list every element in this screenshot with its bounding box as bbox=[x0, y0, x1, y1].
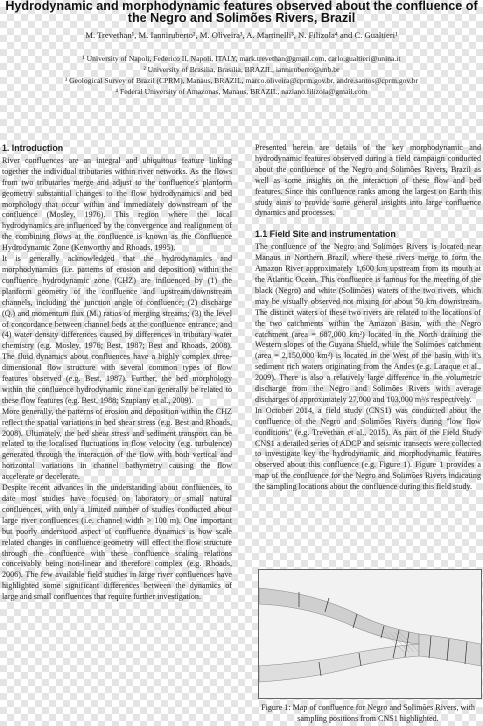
affiliation-2: ² University of Brasilia, Brasilia, BRAZIL, ianniruberto@unb.br bbox=[143, 65, 340, 74]
field-site-paragraph-1: The confluence of the Negro and Solimões Rivers is located near Manaus in Northern Brazil, where these rivers merge to form the Amazon River approximately 1,600 km upstream from its mouth at the Atlantic Ocean. This confluence is famous for the meeting of the black (Negro) and white (Solimões) waters of the two rivers, which may be visually observed not mixing for about 50 km downstream. The distinct waters of these two rivers are related to the locations of the two catchments within the Amazon Basin, with the Negro catchment (area = 687,000 km²) located in the North draining the Western slopes of the Guyana Shield, while the Solimões catchment (area = 2,150,000 km²) is located in the West of the basin with it's sediment rich waters originating from the Andes (e.g. Laraque et al., 2009). There is also a relatively large difference in the volumetric discharge from the Negro and Solimões Rivers with average discharges of approximately 27,000 and 103,000 m³/s respectively. bbox=[255, 242, 481, 404]
field-site-paragraph-2: In October 2014, a field study (CNS1) was conducted about the confluence of the Negro and Solimões Rivers during "low flow conditions" (e.g. Trevethan et al., 2015). As part of the Field Study CNS1 a detailed series of ADCP and seismic transects were collected to investigate key the hydrodynamic and morphodynamic features observed about this confluence (e.g. Figure 1). Figure 1 provides a map of the confluence for the Negro and Solimões Rivers indicating the sampling locations about the confluence during this field study. bbox=[255, 405, 481, 492]
figure-caption: Figure 1: Map of confluence for Negro and Solimões Rivers, with sampling positions from CNS1 highlighted. bbox=[261, 703, 475, 723]
left-column bbox=[2, 143, 232, 603]
confluence-map-figure bbox=[258, 569, 482, 699]
right-intro-paragraph: Presented herein are details of the key morphodynamic and hydrodynamic features observed during a field campaign conducted about the confluence of the Negro and Solimões Rivers, Brazil as well as some insights on the interaction of these flow and bed features. Since this confluence ranks among the largest on Earth this study aims to provide some general insights into large confluence dynamics and processes. bbox=[255, 143, 481, 218]
introduction-heading: 1. Introduction bbox=[2, 143, 64, 153]
right-column bbox=[255, 143, 481, 493]
affiliation-4: ⁴ Federal University of Amazonas, Manaus, BRAZIL, naziano.filizola@gmail.com bbox=[115, 87, 368, 96]
title-line-2: the Negro and Solimões Rivers, Brazil bbox=[127, 11, 356, 25]
paper-title bbox=[4, 0, 479, 24]
confluence-map bbox=[259, 570, 481, 698]
intro-paragraph-3: More generally, the patterns of erosion and deposition within the CHZ reflect the spatial variations in bed shear stress (e.g. Best and Rhoads, 2008). Ultimately, the bed shear stress and sediment transport can be related to the localised fluctuations in flow velocity (e.g. turbulence) generated through the interaction of the flow with both vertical and horizontal variations in channel bathymetry causing the flow accelerate or decelerate. bbox=[2, 406, 232, 482]
author-list: M. Trevethan¹, M. Ianniruberto², M. Oliveira³, A. Martinelli³, N. Filizola⁴ and C. Gualtieri¹ bbox=[85, 30, 398, 40]
intro-paragraph-1: River confluences are an integral and ubiquitous feature linking together the individual tributaries within river networks. As the flows from two tributaries merge and adjust to the confluence's planform geometry substantial changes to the flow hydrodynamics and bed morphology that occur within and immediately downstream of the confluence (Mosley, 1976). This region where the local hydrodynamics are influenced by the convergence and realignment of the combining flows at the confluence is known as the Confluence Hydrodynamic Zone (Kenworthy and Rhoads, 1995). bbox=[2, 155, 232, 253]
intro-paragraph-2: It is generally acknowledged that the hydrodynamics and morphodynamics (i.e. patterns of erosion and deposition) within the confluence hydrodynamic zone (CHZ) are influenced by (1) the planform geometry of the confluence and upstream/downstream channels, including the junction angle of confluence; (2) discharge (Qᵣ) and momentum flux (Mᵣ) ratios of merging streams; (3) the level of concordance between channel beds at the confluence entrance; and (4) water density differences caused by differences in tributary water chemistry (e.g. Mosley, 1976; Best, 1987; Best and Rhoads, 2008). The fluid dynamics about confluences have a highly complex three-dimensional flow structure with several common types of flow features observed (e.g. Best, 1987). Further, the bed morphology within the confluence hydrodynamic zone can generally be related to these flow features (e.g. Best, 1988; Szupiany et al., 2009). bbox=[2, 254, 232, 405]
affiliation-1: ¹ University of Napoli, Federico II, Napoli, ITALY, mark.trevethan@gmail.com, carlo.gualtieri@unina.it bbox=[82, 54, 401, 63]
title-line-1: Hydrodynamic and morphodynamic features observed about the confluence of bbox=[5, 0, 478, 13]
intro-paragraph-4: Despite recent advances in the understanding about confluences, to date most studies have focused on laboratory or small natural confluences, with only a limited number of studies conducted about large river confluences (i.e. channel width > 100 m). One important but poorly understood aspect of confluence dynamics is how scale related changes in confluence geometry will effect the flow structure through the confluence with these confluence scaling relations conceivably being non-linear and therefore complex (e.g. Rhoads, 2006). The few available field studies in large river confluences have highlighted some significant differences between the dynamics of large and small confluences that require further investigation. bbox=[2, 483, 232, 602]
field-site-heading: 1.1 Field Site and instrumentation bbox=[255, 229, 396, 240]
affiliation-3: ³ Geological Survey of Brazil (CPRM), Manaus, BRAZIL, marco.oliveira@cprm.gov.br, andre.santos@cprm.gov.br bbox=[64, 76, 419, 85]
affiliations bbox=[4, 53, 479, 97]
